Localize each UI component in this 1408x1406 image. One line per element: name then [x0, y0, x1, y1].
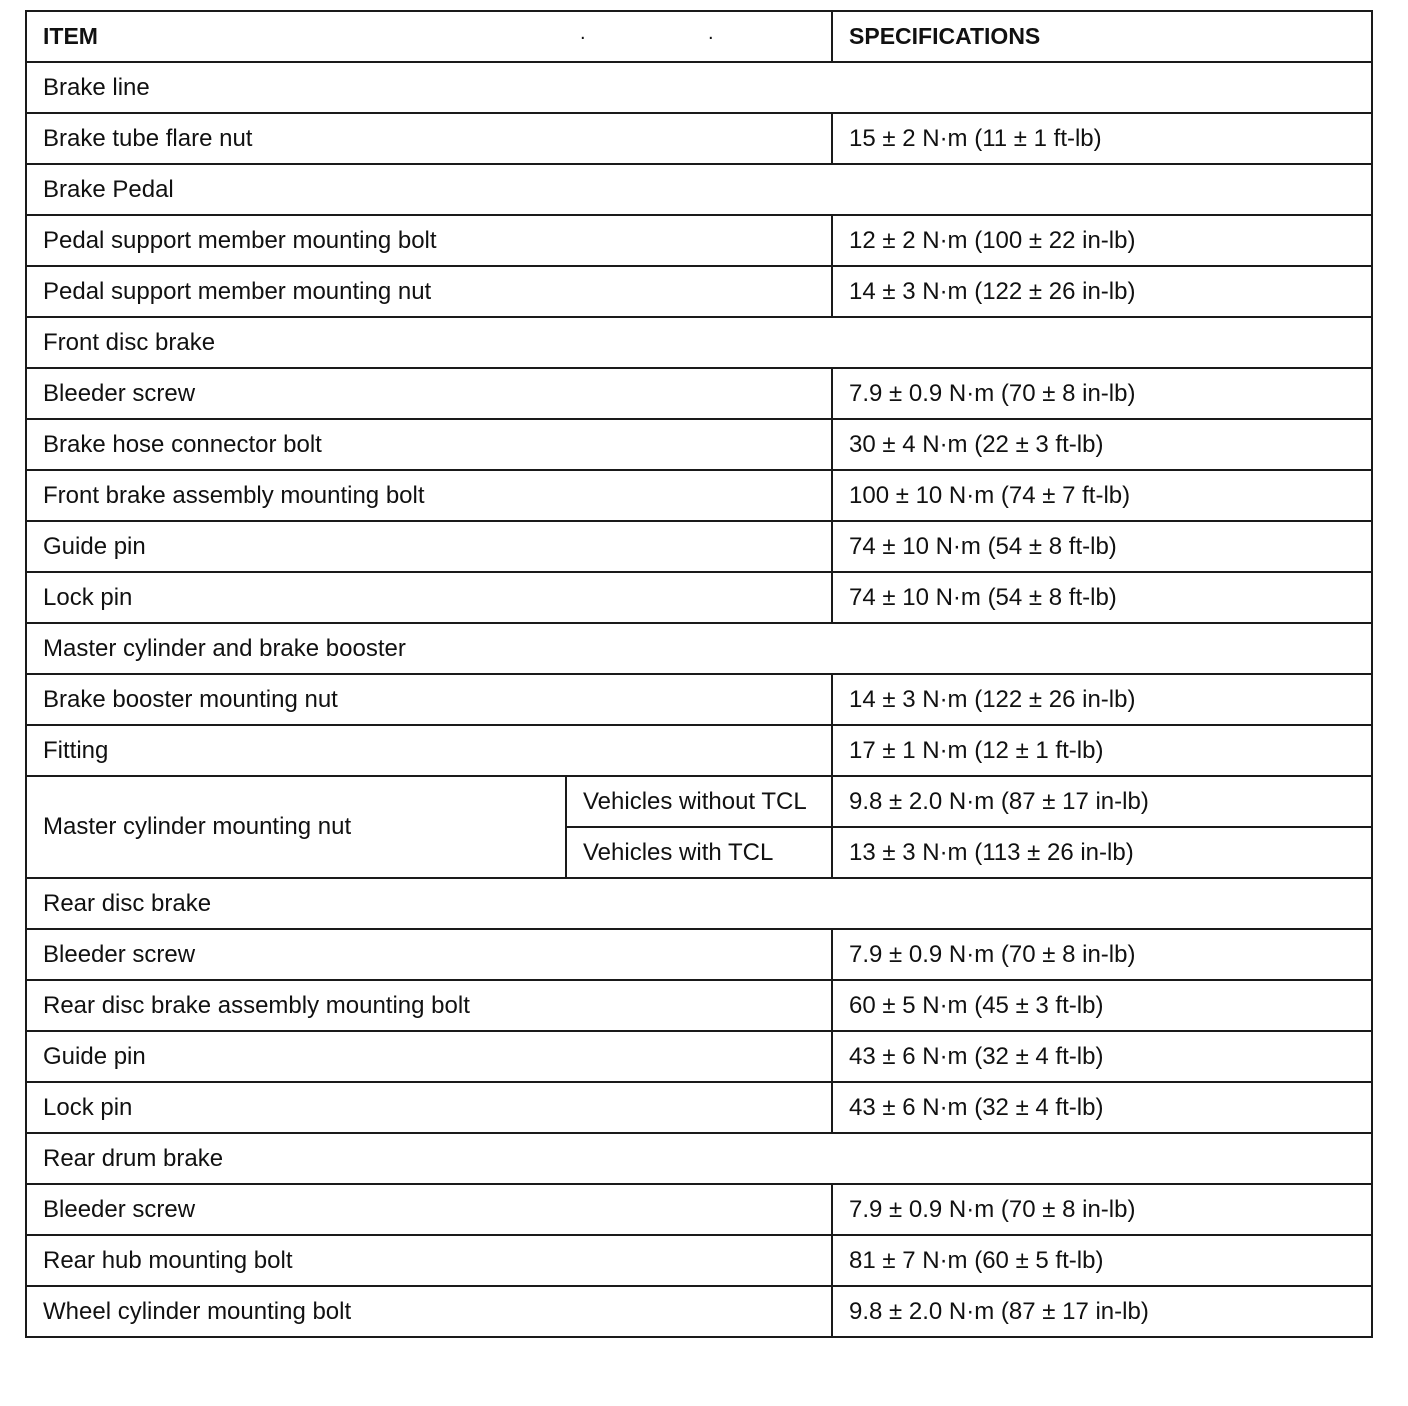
- item-cell: Lock pin: [26, 572, 832, 623]
- condition-cell: Vehicles with TCL: [566, 827, 832, 878]
- table-row: [26, 980, 1372, 1031]
- item-cell: Guide pin: [26, 521, 832, 572]
- item-cell: Brake booster mounting nut: [26, 674, 832, 725]
- item-cell: Pedal support member mounting nut: [26, 266, 832, 317]
- spec-cell: 17 ± 1 N·m (12 ± 1 ft-lb): [832, 725, 1372, 776]
- spec-cell: 43 ± 6 N·m (32 ± 4 ft-lb): [832, 1082, 1372, 1133]
- item-cell: Master cylinder mounting nut: [26, 776, 566, 878]
- header-item: ITEM: [26, 11, 832, 62]
- section-title: Rear disc brake: [26, 878, 1372, 929]
- item-cell: Guide pin: [26, 1031, 832, 1082]
- spec-cell: 9.8 ± 2.0 N·m (87 ± 17 in-lb): [832, 1286, 1372, 1337]
- section-row: [26, 623, 1372, 674]
- spec-cell: 60 ± 5 N·m (45 ± 3 ft-lb): [832, 980, 1372, 1031]
- table-row: [26, 929, 1372, 980]
- item-cell: Brake tube flare nut: [26, 113, 832, 164]
- item-cell: Bleeder screw: [26, 1184, 832, 1235]
- spec-cell: 7.9 ± 0.9 N·m (70 ± 8 in-lb): [832, 368, 1372, 419]
- table-row: [26, 215, 1372, 266]
- item-cell: Lock pin: [26, 1082, 832, 1133]
- scan-speck: .: [580, 22, 586, 44]
- item-cell: Front brake assembly mounting bolt: [26, 470, 832, 521]
- item-cell: Wheel cylinder mounting bolt: [26, 1286, 832, 1337]
- table-row: [26, 419, 1372, 470]
- table-row: [26, 368, 1372, 419]
- condition-cell: Vehicles without TCL: [566, 776, 832, 827]
- spec-cell: 74 ± 10 N·m (54 ± 8 ft-lb): [832, 572, 1372, 623]
- section-row: [26, 1133, 1372, 1184]
- table-row: [26, 266, 1372, 317]
- scan-speck: .: [708, 22, 714, 44]
- table-row: [26, 1235, 1372, 1286]
- spec-cell: 15 ± 2 N·m (11 ± 1 ft-lb): [832, 113, 1372, 164]
- section-row: [26, 62, 1372, 113]
- item-cell: Pedal support member mounting bolt: [26, 215, 832, 266]
- header-specifications: SPECIFICATIONS: [832, 11, 1372, 62]
- item-cell: Rear disc brake assembly mounting bolt: [26, 980, 832, 1031]
- table-row: [26, 572, 1372, 623]
- section-row: [26, 317, 1372, 368]
- item-cell: Bleeder screw: [26, 929, 832, 980]
- table-row: [26, 521, 1372, 572]
- section-title: Brake line: [26, 62, 1372, 113]
- section-row: [26, 164, 1372, 215]
- spec-cell: 9.8 ± 2.0 N·m (87 ± 17 in-lb): [832, 776, 1372, 827]
- spec-cell: 7.9 ± 0.9 N·m (70 ± 8 in-lb): [832, 929, 1372, 980]
- section-title: Brake Pedal: [26, 164, 1372, 215]
- table-row: [26, 776, 1372, 827]
- section-title: Master cylinder and brake booster: [26, 623, 1372, 674]
- item-cell: Brake hose connector bolt: [26, 419, 832, 470]
- table-row: [26, 1286, 1372, 1337]
- section-title: Front disc brake: [26, 317, 1372, 368]
- spec-cell: 100 ± 10 N·m (74 ± 7 ft-lb): [832, 470, 1372, 521]
- table-row: [26, 470, 1372, 521]
- torque-spec-table: [25, 10, 1373, 1338]
- spec-cell: 30 ± 4 N·m (22 ± 3 ft-lb): [832, 419, 1372, 470]
- spec-cell: 81 ± 7 N·m (60 ± 5 ft-lb): [832, 1235, 1372, 1286]
- table-row: [26, 1184, 1372, 1235]
- spec-cell: 13 ± 3 N·m (113 ± 26 in-lb): [832, 827, 1372, 878]
- item-cell: Rear hub mounting bolt: [26, 1235, 832, 1286]
- spec-cell: 12 ± 2 N·m (100 ± 22 in-lb): [832, 215, 1372, 266]
- item-cell: Bleeder screw: [26, 368, 832, 419]
- spec-cell: 74 ± 10 N·m (54 ± 8 ft-lb): [832, 521, 1372, 572]
- spec-cell: 43 ± 6 N·m (32 ± 4 ft-lb): [832, 1031, 1372, 1082]
- table-row: [26, 113, 1372, 164]
- table-row: [26, 1082, 1372, 1133]
- section-row: [26, 878, 1372, 929]
- item-cell: Fitting: [26, 725, 832, 776]
- table-row: [26, 1031, 1372, 1082]
- spec-cell: 14 ± 3 N·m (122 ± 26 in-lb): [832, 266, 1372, 317]
- table-row: [26, 674, 1372, 725]
- spec-cell: 7.9 ± 0.9 N·m (70 ± 8 in-lb): [832, 1184, 1372, 1235]
- spec-cell: 14 ± 3 N·m (122 ± 26 in-lb): [832, 674, 1372, 725]
- header-row: [26, 11, 1372, 62]
- table-row: [26, 725, 1372, 776]
- section-title: Rear drum brake: [26, 1133, 1372, 1184]
